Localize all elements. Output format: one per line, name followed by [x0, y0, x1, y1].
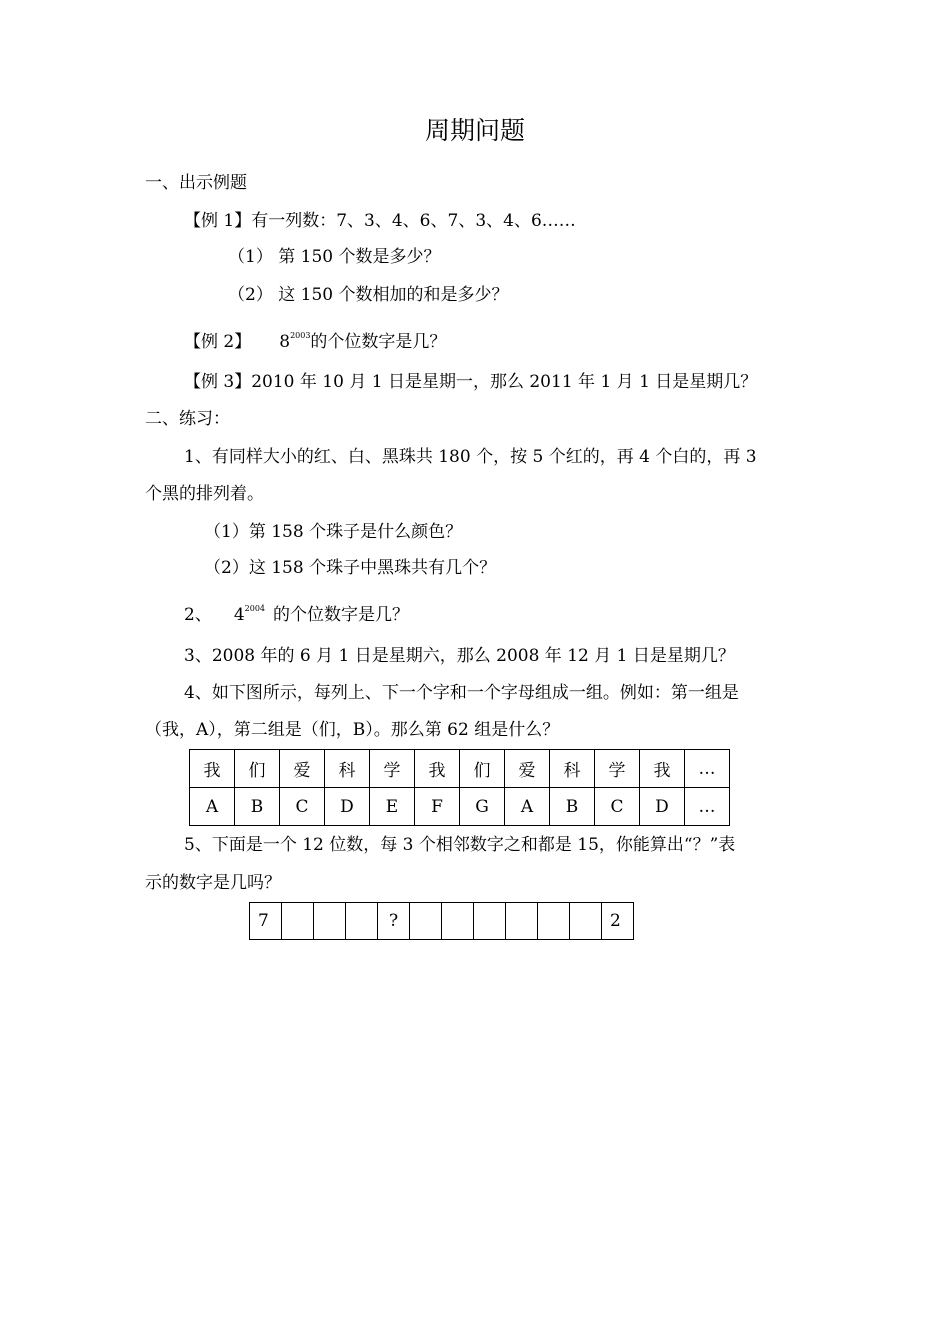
- digit-cell: [474, 903, 506, 940]
- table-cell: 学: [595, 750, 640, 788]
- digit-cell: 2: [602, 903, 634, 940]
- character-letter-table: [189, 749, 730, 826]
- example-1-question-1: （1） 第 150 个数是多少？: [228, 247, 441, 267]
- practice-3: 3、2008 年的 6 月 1 日是星期六，那么 2008 年 12 月 1 日是星期几？: [184, 646, 735, 666]
- table-cell: A: [505, 788, 550, 826]
- table-cell: 我: [190, 750, 235, 788]
- practice-5-line-1: 5、下面是一个 12 位数，每 3 个相邻数字之和都是 15，你能算出“？”表: [184, 835, 736, 855]
- digit-cell: [314, 903, 346, 940]
- practice-2-base: 4: [233, 605, 245, 625]
- table-cell: C: [280, 788, 325, 826]
- table-cell: A: [190, 788, 235, 826]
- example-1-text: 有一列数：7、3、4、6、7、3、4、6……: [251, 211, 576, 231]
- practice-5-line-2: 示的数字是几吗？: [145, 873, 281, 893]
- practice-2-number: 2、: [184, 605, 212, 625]
- section-heading-examples: 一、出示例题: [145, 173, 247, 193]
- practice-2: [184, 604, 409, 629]
- digit-cell: [506, 903, 538, 940]
- example-3-text: 2010 年 10 月 1 日是星期一，那么 2011 年 1 月 1 日是星期几？: [251, 372, 758, 392]
- table-cell: …: [685, 750, 730, 788]
- table-row-characters: [190, 750, 730, 788]
- table-cell: D: [640, 788, 685, 826]
- table-cell: 爱: [280, 750, 325, 788]
- practice-4-line-1: 4、如下图所示，每列上、下一个字和一个字母组成一组。例如：第一组是: [184, 683, 739, 703]
- table-cell: 们: [235, 750, 280, 788]
- practice-1-line-2: 个黑的排列着。: [145, 484, 264, 504]
- example-3-label: 【例 3】: [184, 372, 252, 392]
- table-cell: 学: [370, 750, 415, 788]
- table-cell: F: [415, 788, 460, 826]
- table-row-digits: [250, 903, 634, 940]
- example-1-label: 【例 1】: [184, 211, 252, 231]
- digit-cell: [442, 903, 474, 940]
- table-cell: 爱: [505, 750, 550, 788]
- digit-cell: [282, 903, 314, 940]
- example-2-label: 【例 2】: [184, 332, 252, 352]
- practice-1-line-1: 1、有同样大小的红、白、黑珠共 180 个，按 5 个红的，再 4 个白的，再 3: [184, 447, 757, 467]
- page-title: 周期问题: [424, 116, 525, 145]
- digit-cell: ?: [378, 903, 410, 940]
- table-cell: 我: [640, 750, 685, 788]
- example-2-base: 8: [279, 332, 291, 352]
- digit-cell: [410, 903, 442, 940]
- example-1-question-2: （2） 这 150 个数相加的和是多少？: [228, 285, 509, 305]
- table-cell: E: [370, 788, 415, 826]
- table-cell: …: [685, 788, 730, 826]
- table-cell: B: [235, 788, 280, 826]
- digit-cell: [570, 903, 602, 940]
- example-2-exponent: 2003: [290, 331, 311, 340]
- table-cell: B: [550, 788, 595, 826]
- table-cell: C: [595, 788, 640, 826]
- table-cell: D: [325, 788, 370, 826]
- table-cell: 科: [325, 750, 370, 788]
- table-cell: 科: [550, 750, 595, 788]
- table-cell: G: [460, 788, 505, 826]
- example-2-text: 的个位数字是几？: [310, 332, 447, 352]
- practice-2-text: 的个位数字是几？: [273, 605, 410, 625]
- digit-cell: [346, 903, 378, 940]
- twelve-digit-number-table: [249, 902, 634, 940]
- table-row-letters: [190, 788, 730, 826]
- table-cell: 我: [415, 750, 460, 788]
- practice-4-line-2: （我，A），第二组是（们，B）。那么第 62 组是什么？: [145, 720, 560, 740]
- example-1: [184, 210, 576, 232]
- digit-cell: [538, 903, 570, 940]
- table-cell: 们: [460, 750, 505, 788]
- practice-2-exponent: 2004: [244, 604, 266, 613]
- practice-1-question-1: （1）第 158 个珠子是什么颜色？: [204, 522, 463, 542]
- example-2: [184, 331, 446, 356]
- digit-cell: 7: [250, 903, 282, 940]
- section-heading-practice: 二、练习：: [145, 409, 230, 429]
- practice-1-question-2: （2）这 158 个珠子中黑珠共有几个？: [204, 558, 497, 578]
- example-3: [184, 371, 757, 393]
